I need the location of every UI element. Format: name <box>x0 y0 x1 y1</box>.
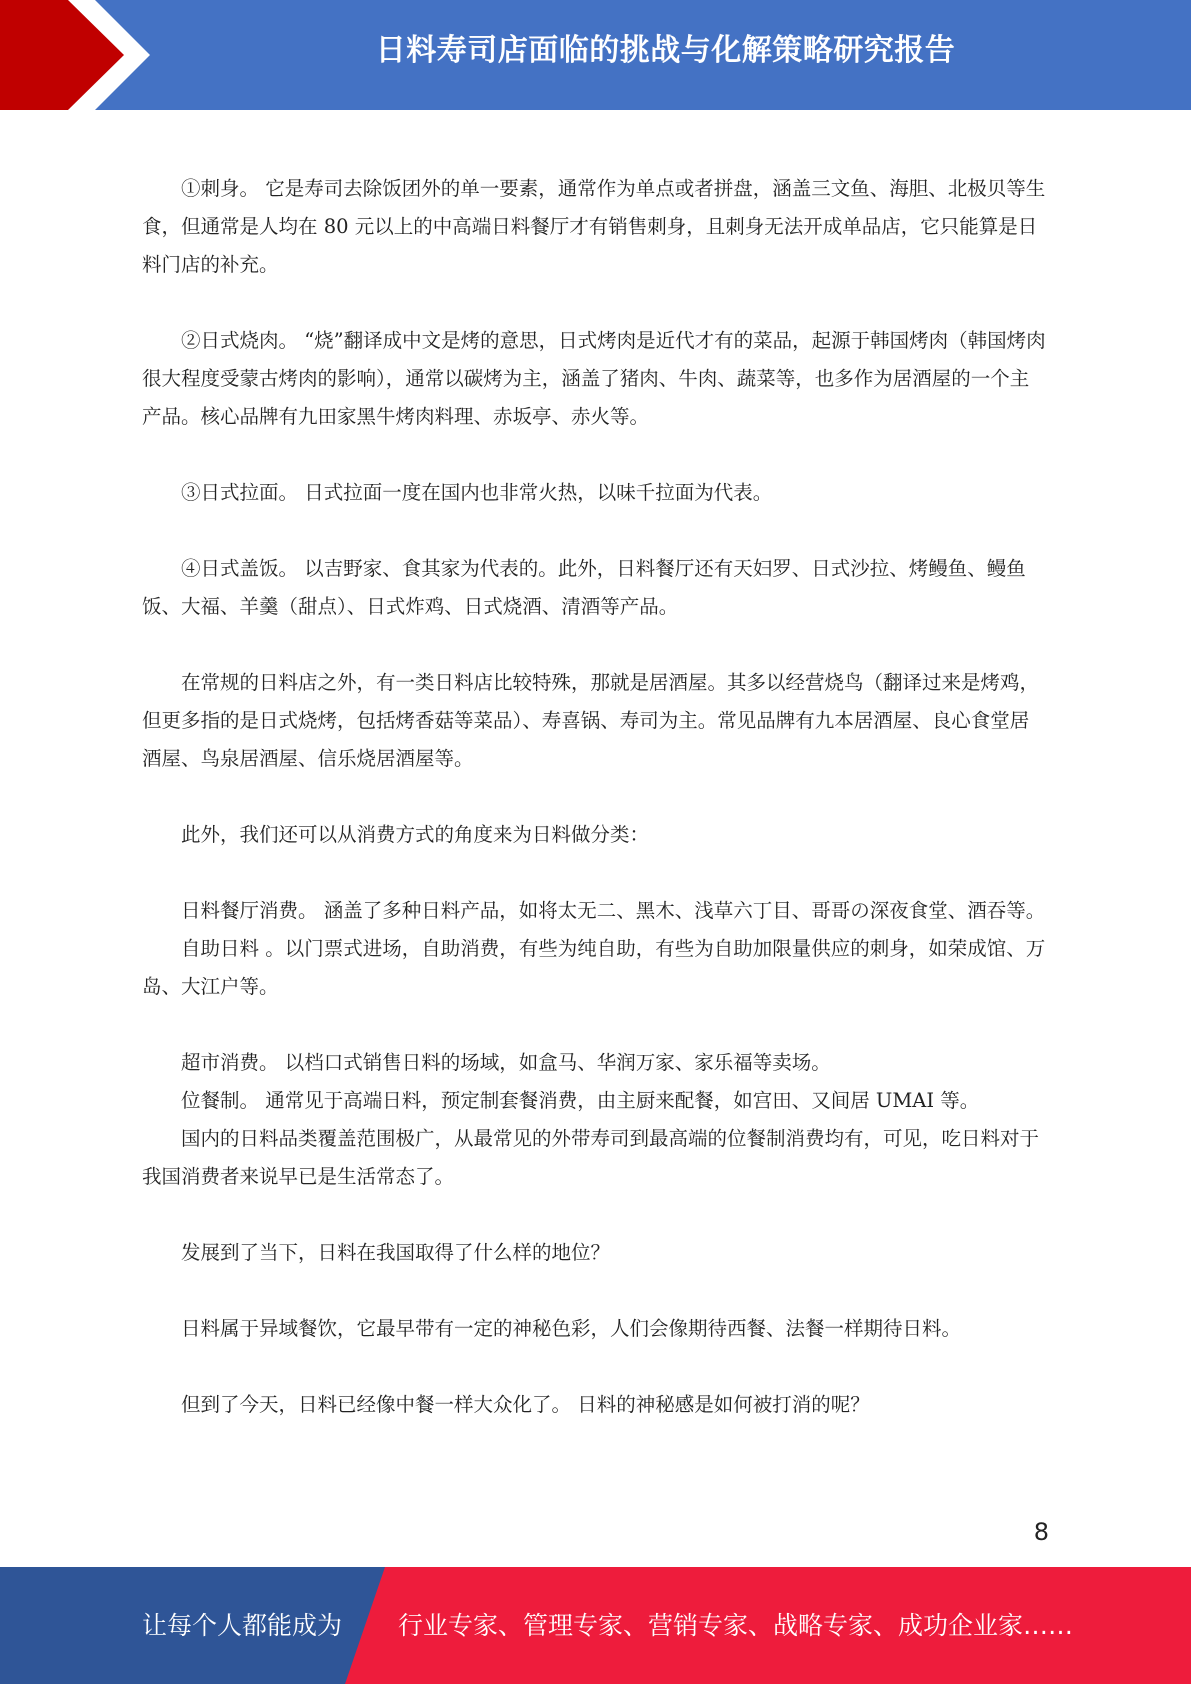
footer-slogan-left: 让每个人都能成为 <box>142 1611 343 1640</box>
paragraph-status-question: 发展到了当下，日料在我国取得了什么样的地位？ <box>181 1241 611 1264</box>
paragraph-classification-intro: 此外，我们还可以从消费方式的角度来为日料做分类： <box>181 823 650 846</box>
paragraph-buffet: 自助日料 。以门票式进场，自助消费，有些为纯自助，有些为自助加限量供应的刺身，如荣成馆、万岛、大江户等。 <box>142 937 1046 998</box>
page-number: 8 <box>1033 1518 1049 1546</box>
paragraph-supermarket: 超市消费。 以档口式销售日料的场域，如盒马、华润万家、家乐福等卖场。 <box>181 1051 831 1074</box>
paragraph-izakaya: 在常规的日料店之外，有一类日料店比较特殊，那就是居酒屋。其多以经营烧鸟（翻译过来是烤鸡，但更多指的是日式烧烤，包括烤香菇等菜品）、寿喜锅、寿司为主。常见品牌有九本居酒屋、良心食堂居酒屋、鸟泉居酒屋、信乐烧居酒屋等。 <box>142 671 1040 770</box>
paragraph-popularization: 但到了今天，日料已经像中餐一样大众化了。 日料的神秘感是如何被打消的呢？ <box>181 1393 870 1416</box>
document-title: 日料寿司店面临的挑战与化解策略研究报告 <box>375 33 956 68</box>
paragraph-exotic-cuisine: 日料属于异域餐饮，它最早带有一定的神秘色彩，人们会像期待西餐、法餐一样期待日料。 <box>181 1317 962 1340</box>
paragraph-ramen: ③日式拉面。 日式拉面一度在国内也非常火热，以味千拉面为代表。 <box>181 481 773 504</box>
page-header <box>0 0 1191 110</box>
paragraph-restaurant-consumption: 日料餐厅消费。 涵盖了多种日料产品，如将太无二、黑木、浅草六丁目、哥哥の深夜食堂、酒吞等。 <box>181 899 1046 922</box>
paragraph-donburi: ④日式盖饭。 以吉野家、食其家为代表的。此外，日料餐厅还有天妇罗、日式沙拉、烤鳗鱼、鳗鱼饭、大福、羊羹（甜点）、日式炸鸡、日式烧酒、清酒等产品。 <box>142 557 1026 618</box>
footer-slogan-right: 行业专家、管理专家、营销专家、战略专家、成功企业家…… <box>398 1611 1074 1640</box>
paragraph-yakiniku: ②日式烧肉。 “烧”翻译成中文是烤的意思，日式烤肉是近代才有的菜品，起源于韩国烤肉（韩国烤肉很大程度受蒙古烤肉的影响），通常以碳烤为主，涵盖了猪肉、牛肉、蔬菜等，也多作为居酒屋的一个主产品。核心品牌有九田家黑牛烤肉料理、赤坂亭、赤火等。 <box>142 329 1046 428</box>
paragraph-category-coverage: 国内的日料品类覆盖范围极广，从最常见的外带寿司到最高端的位餐制消费均有，可见，吃日料对于我国消费者来说早已是生活常态了。 <box>142 1127 1040 1188</box>
paragraph-sashimi: ①刺身。 它是寿司去除饭团外的单一要素，通常作为单点或者拼盘，涵盖三文鱼、海胆、北极贝等生食，但通常是人均在 80 元以上的中高端日料餐厅才有销售刺身，且刺身无法开成单品店，它只能算是日料门店的补充。 <box>142 177 1046 276</box>
article-body <box>142 170 1047 1424</box>
page-footer <box>0 1567 1191 1684</box>
paragraph-omakase: 位餐制。 通常见于高端日料，预定制套餐消费，由主厨来配餐，如宫田、又间居 UMAI 等。 <box>181 1089 980 1112</box>
